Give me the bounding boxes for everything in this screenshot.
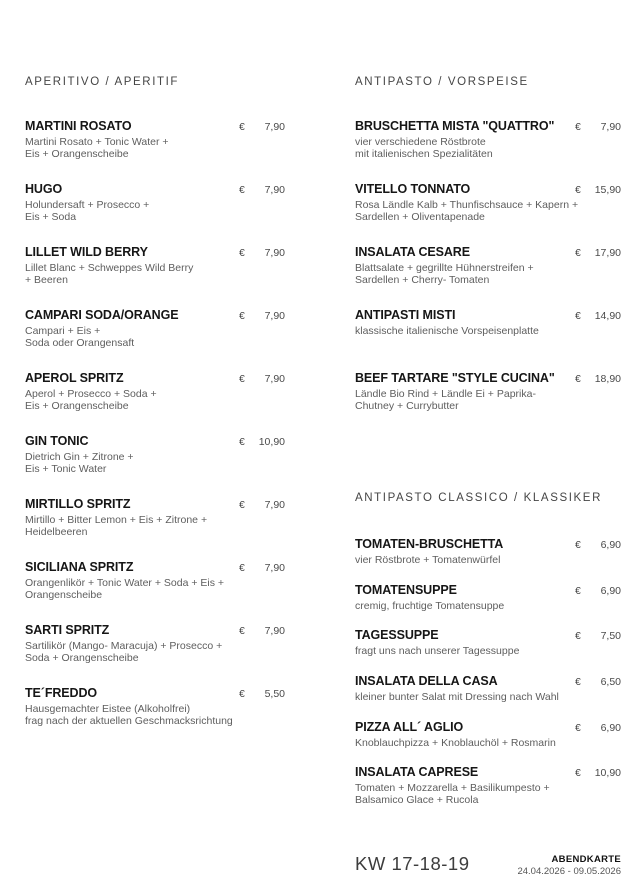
item-description-line: Eis + Orangenscheibe xyxy=(25,147,129,160)
item-description-line: Soda + Orangenscheibe xyxy=(25,651,139,664)
item-price xyxy=(239,310,285,322)
item-header-row xyxy=(355,308,621,322)
item-description xyxy=(25,515,285,539)
price-amount: 7,90 xyxy=(264,499,285,511)
item-description-line: Sardellen + Cherry- Tomaten xyxy=(355,273,490,286)
item-name: TOMATENSUPPE xyxy=(355,582,457,597)
menu-item xyxy=(355,119,621,182)
price-amount: 7,90 xyxy=(264,562,285,574)
currency-symbol: € xyxy=(575,373,581,385)
item-description xyxy=(355,692,621,704)
item-description xyxy=(25,326,285,350)
item-description-line: Eis + Orangenscheibe xyxy=(25,399,129,412)
item-description-line: cremig, fruchtige Tomatensuppe xyxy=(355,599,505,612)
menu-item xyxy=(355,628,621,674)
section-title: ANTIPASTO CLASSICO / KLASSIKER xyxy=(355,492,602,504)
item-description xyxy=(25,641,285,665)
price-amount: 7,90 xyxy=(264,247,285,259)
price-amount: 14,90 xyxy=(594,310,621,322)
item-name: CAMPARI SODA/ORANGE xyxy=(25,308,179,322)
item-name: MARTINI ROSATO xyxy=(25,119,132,133)
item-price xyxy=(239,121,285,133)
item-price xyxy=(575,121,621,133)
item-price xyxy=(575,247,621,259)
currency-symbol: € xyxy=(575,184,581,196)
item-description xyxy=(25,263,285,287)
item-price xyxy=(575,310,621,322)
item-description-line: vier Röstbrote + Tomatenwürfel xyxy=(355,554,501,566)
item-header-row xyxy=(25,434,285,448)
item-description-line: mit italienischen Spezialitäten xyxy=(355,147,493,160)
item-description-line: Holundersaft + Prosecco + xyxy=(25,199,150,211)
item-name: MIRTILLO SPRITZ xyxy=(25,497,131,511)
item-header-row xyxy=(25,308,285,322)
item-description-line: Tomaten + Mozzarella + Basilikumpesto + xyxy=(355,782,550,795)
item-header-row xyxy=(25,560,285,574)
currency-symbol: € xyxy=(239,625,245,637)
calendar-week-label: KW 17-18-19 xyxy=(355,853,470,874)
item-name: GIN TONIC xyxy=(25,434,89,448)
item-price xyxy=(575,184,621,196)
item-name: SICILIANA SPRITZ xyxy=(25,560,134,574)
menu-item xyxy=(25,497,285,560)
item-description xyxy=(25,452,285,476)
price-amount: 17,90 xyxy=(594,247,621,259)
item-name: TOMATEN-BRUSCHETTA xyxy=(355,537,504,551)
item-description-line: Soda oder Orangensaft xyxy=(25,336,135,349)
item-price xyxy=(239,625,285,637)
item-price xyxy=(239,184,285,196)
item-header-row xyxy=(355,371,621,385)
item-name: TE´FREDDO xyxy=(25,686,98,700)
price-amount: 10,90 xyxy=(258,436,285,448)
currency-symbol: € xyxy=(239,562,245,574)
item-price xyxy=(575,585,621,597)
item-description-line: Ländle Bio Rind + Ländle Ei + Paprika- xyxy=(355,388,536,400)
menu-item xyxy=(355,245,621,308)
menu-item xyxy=(355,720,621,766)
item-description xyxy=(25,200,285,224)
price-amount: 5,50 xyxy=(264,688,285,700)
item-description-line: Blattsalate + gegrillte Hühnerstreifen + xyxy=(355,262,534,274)
item-header-row xyxy=(25,623,285,637)
item-price xyxy=(575,373,621,385)
item-name: ANTIPASTI MISTI xyxy=(355,308,456,322)
item-name: APEROL SPRITZ xyxy=(25,371,124,385)
item-price xyxy=(239,247,285,259)
menu-item xyxy=(355,182,621,245)
price-amount: 15,90 xyxy=(594,184,621,196)
price-amount: 6,50 xyxy=(600,676,621,689)
menu-item xyxy=(25,434,285,497)
item-description-line: Sardellen + Oliventapenade xyxy=(355,210,485,223)
item-description xyxy=(355,738,621,750)
menu-item xyxy=(25,623,285,686)
item-price xyxy=(575,539,621,551)
item-description-line: fragt uns nach unserer Tagessuppe xyxy=(355,645,520,658)
item-description-line: klassische italienische Vorspeisenplatte xyxy=(355,325,539,337)
item-description-line: Aperol + Prosecco + Soda + xyxy=(25,388,157,400)
item-description xyxy=(355,263,621,287)
item-description-line: vier verschiedene Röstbrote xyxy=(355,136,486,148)
item-description-line: Lillet Blanc + Schweppes Wild Berry xyxy=(25,262,194,274)
item-header-row xyxy=(355,182,621,196)
currency-symbol: € xyxy=(239,373,245,385)
item-price xyxy=(239,373,285,385)
card-date-range: 24.04.2026 - 09.05.2026 xyxy=(517,866,621,877)
item-description-line: Mirtillo + Bitter Lemon + Eis + Zitrone + xyxy=(25,514,208,526)
menu-item xyxy=(355,537,621,583)
section-title: ANTIPASTO / VORSPEISE xyxy=(355,76,529,88)
item-header-row xyxy=(355,628,621,642)
item-description-line: Balsamico Glace + Rucola xyxy=(355,794,479,807)
menu-item xyxy=(25,371,285,434)
currency-symbol: € xyxy=(239,247,245,259)
item-name: BRUSCHETTA MISTA "QUATTRO" xyxy=(355,119,555,133)
menu-item xyxy=(25,182,285,245)
item-description-line: + Beeren xyxy=(25,273,68,286)
currency-symbol: € xyxy=(575,310,581,322)
item-description-line: Chutney + Currybutter xyxy=(355,399,459,412)
menu-item xyxy=(355,308,621,371)
section-antipasto xyxy=(355,76,621,434)
price-amount: 7,90 xyxy=(264,184,285,196)
menu-item xyxy=(25,119,285,182)
price-amount: 7,50 xyxy=(600,630,621,643)
menu-item xyxy=(355,765,621,811)
item-description xyxy=(25,704,285,728)
menu-item xyxy=(355,371,621,434)
currency-symbol: € xyxy=(575,630,581,643)
item-header-row xyxy=(25,497,285,511)
section-aperitivo xyxy=(25,76,285,749)
currency-symbol: € xyxy=(239,184,245,196)
item-description xyxy=(355,783,621,807)
item-description xyxy=(25,137,285,161)
item-header-row xyxy=(355,245,621,259)
item-name: INSALATA CESARE xyxy=(355,245,470,259)
item-name: INSALATA DELLA CASA xyxy=(355,674,498,689)
item-description xyxy=(355,555,621,567)
price-amount: 6,90 xyxy=(600,539,621,551)
currency-symbol: € xyxy=(575,721,581,734)
menu-item xyxy=(25,686,285,749)
menu-item xyxy=(25,560,285,623)
item-description xyxy=(355,137,621,161)
price-amount: 7,90 xyxy=(264,373,285,385)
item-price xyxy=(575,630,621,642)
menu-item xyxy=(355,583,621,629)
item-header-row xyxy=(355,537,621,551)
item-price xyxy=(575,767,621,779)
item-name: SARTI SPRITZ xyxy=(25,623,110,637)
item-description-line: kleiner bunter Salat mit Dressing nach Wahl xyxy=(355,691,559,704)
item-description-line: Eis + Soda xyxy=(25,210,77,223)
item-description xyxy=(355,326,621,338)
currency-symbol: € xyxy=(239,121,245,133)
item-header-row xyxy=(25,119,285,133)
price-amount: 7,90 xyxy=(600,121,621,133)
price-amount: 10,90 xyxy=(594,767,621,780)
item-description xyxy=(355,200,621,224)
item-description-line: Hausgemachter Eistee (Alkoholfrei) xyxy=(25,703,191,715)
item-name: HUGO xyxy=(25,182,63,196)
item-price xyxy=(575,722,621,734)
item-description-line: Orangenlikör + Tonic Water + Soda + Eis + xyxy=(25,577,225,589)
item-header-row xyxy=(355,583,621,597)
item-price xyxy=(239,562,285,574)
item-description-line: Dietrich Gin + Zitrone + xyxy=(25,451,134,463)
footer-card-info xyxy=(517,854,621,877)
item-header-row xyxy=(25,182,285,196)
item-name: TAGESSUPPE xyxy=(355,628,439,643)
currency-symbol: € xyxy=(239,499,245,511)
currency-symbol: € xyxy=(575,121,581,133)
menu-item xyxy=(355,674,621,720)
section-antipasto-classico xyxy=(355,492,621,811)
currency-symbol: € xyxy=(239,688,245,700)
item-header-row xyxy=(355,765,621,779)
item-description-line: Knoblauchpizza + Knoblauchöl + Rosmarin xyxy=(355,736,556,749)
price-amount: 6,90 xyxy=(600,584,621,597)
section-title: APERITIVO / APERITIF xyxy=(25,76,180,88)
item-header-row xyxy=(25,245,285,259)
item-description xyxy=(25,578,285,602)
item-price xyxy=(575,676,621,688)
price-amount: 18,90 xyxy=(594,373,621,385)
item-description xyxy=(25,389,285,413)
currency-symbol: € xyxy=(575,676,581,689)
currency-symbol: € xyxy=(575,767,581,780)
menu-item xyxy=(25,245,285,308)
currency-symbol: € xyxy=(239,310,245,322)
item-name: PIZZA ALL´ AGLIO xyxy=(355,719,464,734)
item-price xyxy=(239,688,285,700)
item-header-row xyxy=(355,119,621,133)
item-description-line: Eis + Tonic Water xyxy=(25,462,107,475)
card-name: ABENDKARTE xyxy=(551,854,621,865)
item-header-row xyxy=(25,371,285,385)
price-amount: 7,90 xyxy=(264,121,285,133)
currency-symbol: € xyxy=(239,436,245,448)
item-description xyxy=(355,601,621,613)
item-name: BEEF TARTARE "STYLE CUCINA" xyxy=(355,371,555,385)
currency-symbol: € xyxy=(575,584,581,597)
item-name: LILLET WILD BERRY xyxy=(25,245,148,259)
price-amount: 7,90 xyxy=(264,310,285,322)
item-description-line: Sartilikör (Mango- Maracuja) + Prosecco + xyxy=(25,640,223,652)
price-amount: 6,90 xyxy=(600,721,621,734)
item-description-line: Rosa Ländle Kalb + Thunfischsauce + Kapern + xyxy=(355,199,579,211)
item-description-line: Heidelbeeren xyxy=(25,525,88,538)
item-description-line: Orangenscheibe xyxy=(25,588,103,601)
item-name: VITELLO TONNATO xyxy=(355,182,471,196)
price-amount: 7,90 xyxy=(264,625,285,637)
item-header-row xyxy=(25,686,285,700)
item-price xyxy=(239,499,285,511)
item-header-row xyxy=(355,720,621,734)
item-header-row xyxy=(355,674,621,688)
item-description xyxy=(355,646,621,658)
currency-symbol: € xyxy=(575,247,581,259)
currency-symbol: € xyxy=(575,539,581,551)
item-description-line: Martini Rosato + Tonic Water + xyxy=(25,136,169,148)
item-description-line: Campari + Eis + xyxy=(25,325,101,337)
item-description-line: frag nach der aktuellen Geschmacksrichtung xyxy=(25,714,233,727)
menu-item xyxy=(25,308,285,371)
item-name: INSALATA CAPRESE xyxy=(355,765,479,780)
item-price xyxy=(239,436,285,448)
item-description xyxy=(355,389,621,413)
